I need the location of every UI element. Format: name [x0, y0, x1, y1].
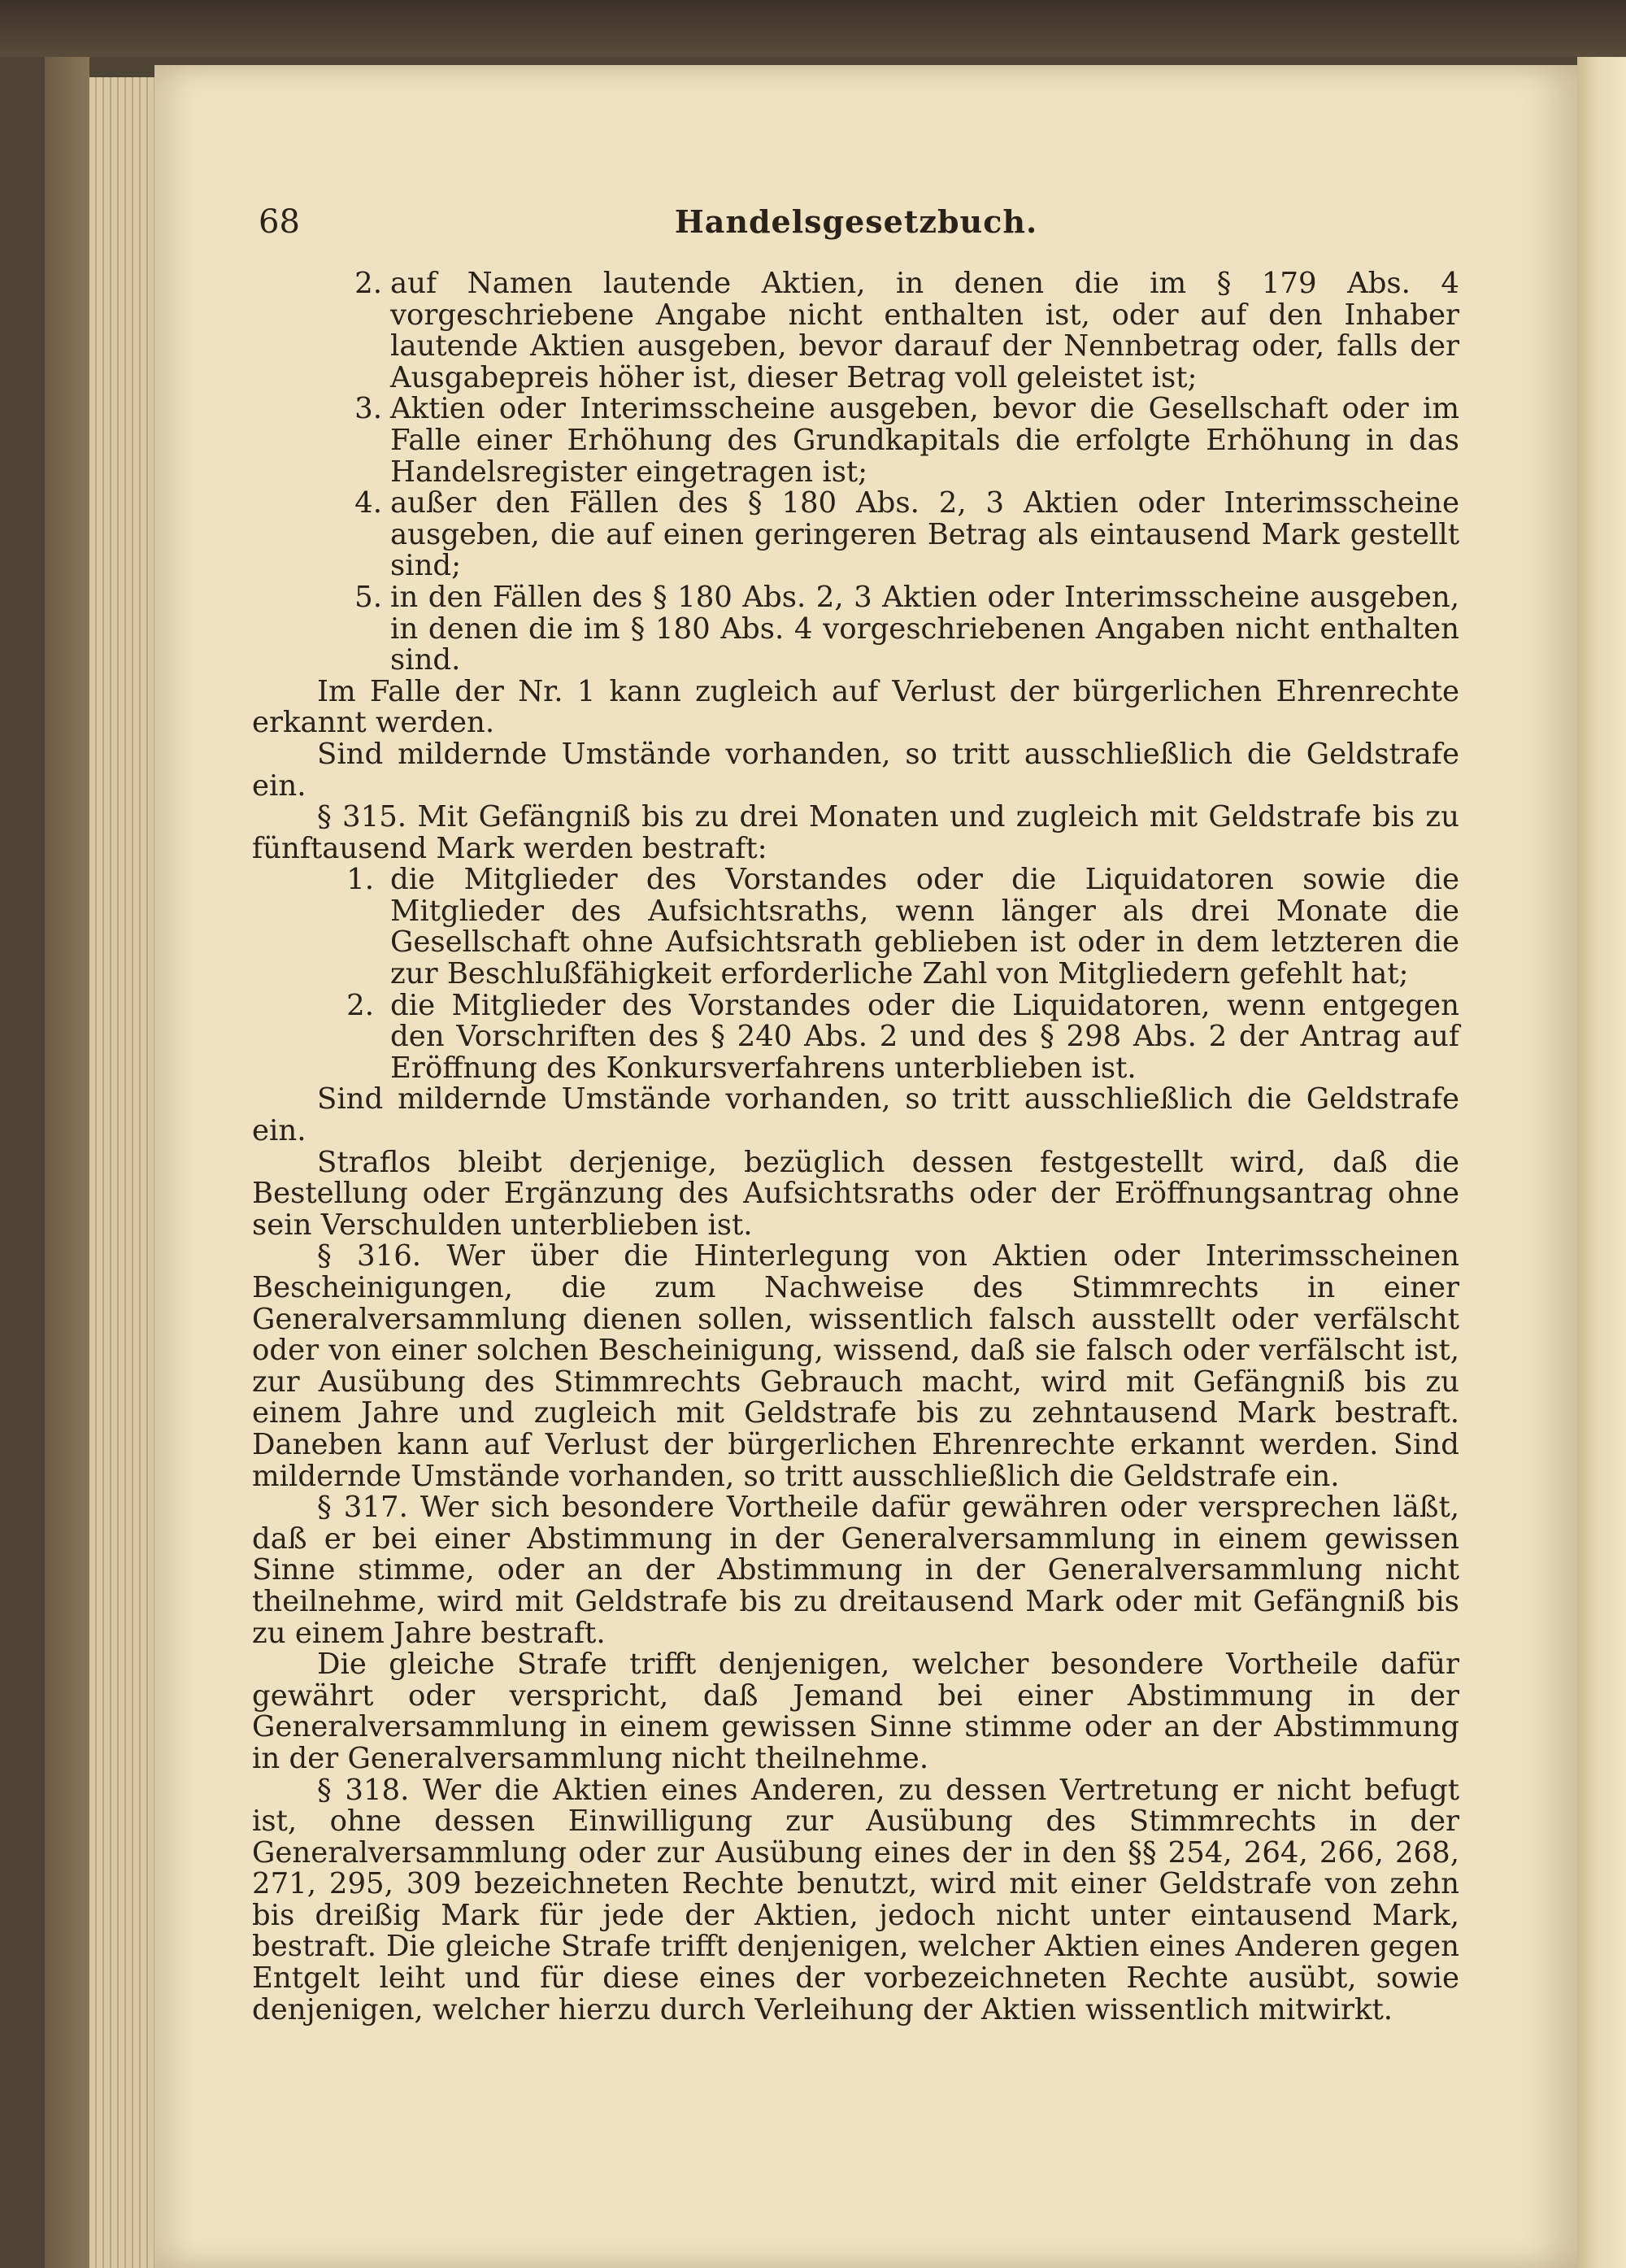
paragraph-ehrenrechte: Im Falle der Nr. 1 kann zugleich auf Verlust der bürgerlichen Ehrenrechte erkannt werden.	[252, 674, 1459, 740]
paragraph-straflos: Straflos bleibt derjenige, bezüglich dessen festgestellt wird, daß die Bestellung oder Ergänzung des Aufsichtsraths oder der Eröffnungsantrag ohne sein Verschulden unterblieben ist.	[252, 1145, 1459, 1242]
list-item-number: 1.	[346, 863, 374, 897]
list-item	[252, 268, 1459, 394]
section-317: § 317. Wer sich besondere Vortheile dafür gewähren oder versprechen läßt, daß er bei einer Abstimmung in der Generalversammlung in einem gewissen Sinne stimme, oder an der Abstimmung in der Generalversammlung nicht theilnehme, wird mit Geldstrafe bis zu dreitausend Mark oder mit Gefängniß bis zu einem Jahre bestraft.	[252, 1491, 1459, 1650]
list-item	[252, 582, 1459, 677]
section-317-paragraph-2: Die gleiche Strafe trifft denjenigen, welcher besondere Vortheile dafür gewährt oder verspricht, daß Jemand bei einer Abstimmung in der Generalversammlung in einem gewissen Sinne stimme oder an der Abstimmung in der Generalversammlung nicht theilnehme.	[252, 1648, 1459, 1775]
section-315-intro: § 315. Mit Gefängniß bis zu drei Monaten und zugleich mit Geldstrafe bis zu fünftausend Mark werden bestraft:	[252, 800, 1459, 865]
list-item-number: 2.	[346, 988, 374, 1022]
list-item-text: die Mitglieder des Vorstandes oder die Liquidatoren sowie die Mitglieder des Aufsichtsraths, wenn länger als drei Monate die Gesellschaft ohne Aufsichtsrath geblieben ist oder in dem letzteren die zur Beschlußfähigkeit erforderliche Zahl von Mitgliedern gefehlt hat;	[390, 863, 1459, 991]
page-edge-stack	[89, 77, 154, 2268]
paragraph-mildernd: Sind mildernde Umstände vorhanden, so tritt ausschließlich die Geldstrafe ein.	[252, 737, 1459, 803]
facing-page-edge	[1577, 57, 1626, 2268]
paragraph-mildernd: Sind mildernde Umstände vorhanden, so tritt ausschließlich die Geldstrafe ein.	[252, 1082, 1459, 1148]
list-item-text: in den Fällen des § 180 Abs. 2, 3 Aktien oder Interimsscheine ausgeben, in denen die im § 180 Abs. 4 vorgeschriebenen Angaben nicht enthalten sind.	[390, 580, 1459, 677]
list-item-number: 3.	[354, 392, 382, 426]
list-item	[252, 864, 1459, 990]
book-cover-top	[0, 0, 1626, 57]
page-number: 68	[259, 203, 300, 241]
page-body	[252, 267, 1459, 2026]
list-item-number: 2.	[354, 267, 382, 300]
list-item-number: 4.	[354, 486, 382, 520]
list-item-text: die Mitglieder des Vorstandes oder die Liquidatoren, wenn entgegen den Vorschriften des § 240 Abs. 2 und des § 298 Abs. 2 der Antrag auf Eröffnung des Konkursverfahrens unterblieben ist.	[390, 988, 1459, 1085]
page-header	[259, 203, 1454, 252]
list-item-text: außer den Fällen des § 180 Abs. 2, 3 Aktien oder Interimsscheine ausgeben, die auf einen geringeren Betrag als eintausend Mark gestellt sind;	[390, 486, 1459, 583]
list-item-text: Aktien oder Interimsscheine ausgeben, bevor die Gesellschaft oder im Falle einer Erhöhung des Grundkapitals die erfolgte Erhöhung in das Handelsregister eingetragen ist;	[390, 392, 1459, 489]
running-title: Handelsgesetzbuch.	[674, 203, 1038, 240]
list-item	[252, 990, 1459, 1085]
list-item-text: auf Namen lautende Aktien, in denen die im § 179 Abs. 4 vorgeschriebene Angabe nicht enthalten ist, oder auf den Inhaber lautende Aktien ausgeben, bevor darauf der Nennbetrag oder, falls der Ausgabepreis höher ist, dieser Betrag voll geleistet ist;	[390, 267, 1459, 394]
section-318: § 318. Wer die Aktien eines Anderen, zu dessen Vertretung er nicht befugt ist, ohne dessen Einwilligung zur Ausübung des Stimmrechts in der Generalversammlung oder zur Ausübung eines der in den §§ 254, 264, 266, 268, 271, 295, 309 bezeichneten Rechte benutzt, wird mit einer Geldstrafe von zehn bis dreißig Mark für jede der Aktien, jedoch nicht unter eintausend Mark, bestraft. Die gleiche Strafe trifft denjenigen, welcher Aktien eines Anderen gegen Entgelt leiht und für diese eines der vorbezeichneten Rechte ausübt, sowie denjenigen, welcher hierzu durch Verleihung der Aktien wissentlich mitwirkt.	[252, 1773, 1459, 2026]
section-316: § 316. Wer über die Hinterlegung von Aktien oder Interimsscheinen Bescheinigungen, die zum Nachweise des Stimmrechts in einer Generalversammlung dienen sollen, wissentlich falsch ausstellt oder verfälscht oder von einer solchen Bescheinigung, wissend, daß sie falsch oder verfälscht ist, zur Ausübung des Stimmrechts Gebrauch macht, wird mit Gefängniß bis zu einem Jahre und zugleich mit Geldstrafe bis zu zehntausend Mark bestraft. Daneben kann auf Verlust der bürgerlichen Ehrenrechte erkannt werden. Sind mildernde Umstände vorhanden, so tritt ausschließlich die Geldstrafe ein.	[252, 1239, 1459, 1493]
book-cover-left	[45, 57, 89, 2268]
list-item-number: 5.	[354, 580, 382, 614]
list-item	[252, 394, 1459, 488]
list-item	[252, 488, 1459, 582]
